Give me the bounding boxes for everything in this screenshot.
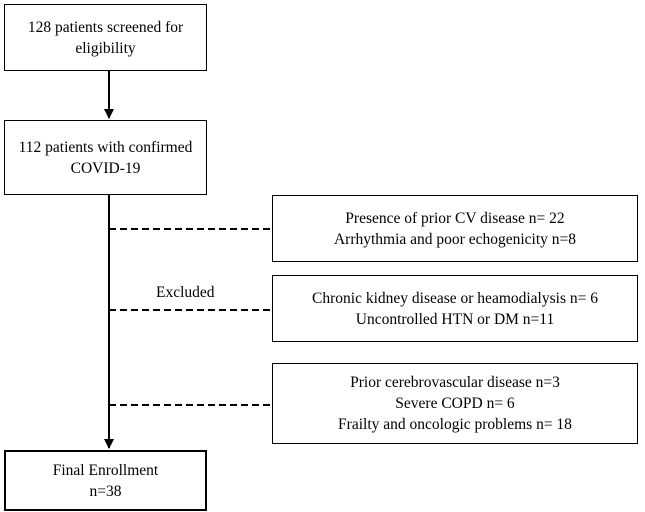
confirmed-text-line-2: COVID-19 [70, 159, 141, 177]
final-enrollment-box [4, 450, 207, 511]
exclusion-box-renal-metabolic [272, 275, 638, 342]
exclusion-item: Presence of prior CV disease n= 22 [345, 209, 565, 227]
confirmed-box [4, 120, 207, 195]
exclusion-item: Severe COPD n= 6 [395, 395, 515, 412]
final-text-line-1: Final Enrollment [52, 461, 159, 479]
exclusion-item: Arrhythmia and poor echogenicity n=8 [333, 230, 577, 248]
exclusion-item: Prior cerebrovascular disease n=3 [350, 374, 560, 391]
exclusion-item: Frailty and oncologic problems n= 18 [338, 416, 572, 433]
excluded-label: Excluded [156, 284, 215, 301]
exclusion-box-cv [272, 195, 638, 262]
screened-box [4, 4, 207, 71]
exclusion-box-other [272, 363, 638, 444]
screened-text-line-1: 128 patients screened for [27, 18, 184, 36]
exclusion-item: Chronic kidney disease or heamodialysis n= 6 [312, 289, 598, 307]
confirmed-text-line-1: 112 patients with confirmed [18, 138, 193, 156]
final-text-line-2: n=38 [89, 482, 122, 500]
exclusion-item: Uncontrolled HTN or DM n=11 [355, 310, 555, 328]
screened-text-line-2: eligibility [75, 39, 136, 57]
